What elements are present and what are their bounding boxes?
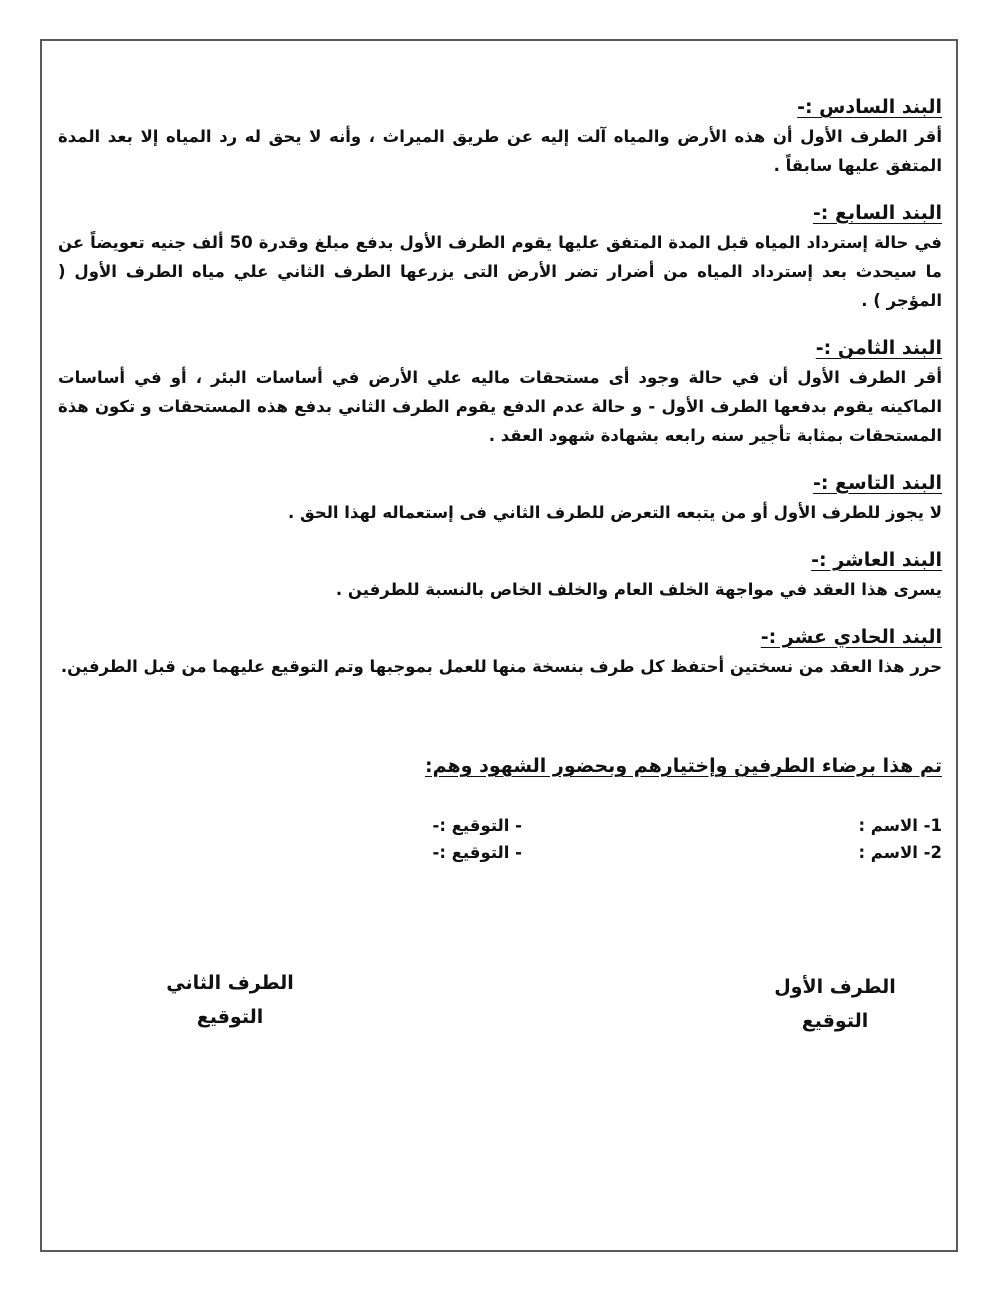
- clause-body: حرر هذا العقد من نسختين أحتفظ كل طرف بنسخة منها للعمل بموجبها وتم التوقيع عليهما من قبل الطرفين.: [60, 657, 942, 676]
- first-party-label: الطرف الأول: [774, 976, 896, 998]
- clause-7: [58, 198, 942, 315]
- first-party-signature: التوقيع: [801, 1010, 869, 1032]
- witnesses-heading: تم هذا برضاء الطرفين وإختيارهم وبحضور الشهود وهم:: [425, 755, 942, 777]
- second-party-signature: التوقيع: [196, 1006, 264, 1028]
- contract-clauses: [58, 92, 942, 699]
- second-party-label: الطرف الثاني: [166, 972, 294, 994]
- clause-body: أقر الطرف الأول أن هذه الأرض والمياه آلت إليه عن طريق الميراث ، وأنه لا يحق له رد المياه إلا بعد المدة المتفق عليها سابقاً .: [58, 127, 942, 175]
- clause-title: البند الحادي عشر :-: [760, 626, 942, 648]
- witness-name-label: 2- الاسم :: [858, 843, 942, 862]
- second-party-block: [150, 966, 310, 1034]
- clause-body: أقر الطرف الأول أن في حالة وجود أى مستحقات ماليه علي الأرض في أساسات البئر ، أو في أساسات الماكينه يقوم بدفعها الطرف الأول - و حالة عدم الدفع يقوم الطرف الثاني بدفع هذه المستحقات و تكون هذة المستحقات بمثابة تأجير سنه رابعه بشهادة شهود العقد .: [58, 368, 942, 445]
- clause-body: في حالة إسترداد المياه قبل المدة المتفق عليها يقوم الطرف الأول بدفع مبلغ وقدرة 50 ألف جنيه تعويضاً عن ما سيحدث بعد إسترداد المياه من أضرار تضر الأرض التى يزرعها الطرف الثاني علي مياه الطرف الأول ( المؤجر ) .: [58, 233, 942, 310]
- clause-6: [58, 92, 942, 180]
- witness-row-2: [342, 843, 942, 871]
- clause-9: [58, 468, 942, 527]
- clause-title: البند التاسع :-: [812, 472, 942, 494]
- witness-signature-label: - التوقيع :-: [432, 843, 522, 862]
- clause-8: [58, 333, 942, 450]
- clause-10: [58, 545, 942, 604]
- witness-signature-label: - التوقيع :-: [432, 816, 522, 835]
- first-party-block: [770, 970, 900, 1038]
- clause-title: البند الثامن :-: [815, 337, 942, 359]
- clause-title: البند السابع :-: [812, 202, 942, 224]
- clause-title: البند السادس :-: [797, 96, 942, 118]
- clause-11: [58, 622, 942, 681]
- witness-row-1: [342, 816, 942, 844]
- witness-name-label: 1- الاسم :: [858, 816, 942, 835]
- clause-body: لا يجوز للطرف الأول أو من يتبعه التعرض للطرف الثاني فى إستعماله لهذا الحق .: [287, 503, 942, 522]
- clause-title: البند العاشر :-: [811, 549, 942, 571]
- clause-body: يسرى هذا العقد في مواجهة الخلف العام والخلف الخاص بالنسبة للطرفين .: [335, 580, 942, 599]
